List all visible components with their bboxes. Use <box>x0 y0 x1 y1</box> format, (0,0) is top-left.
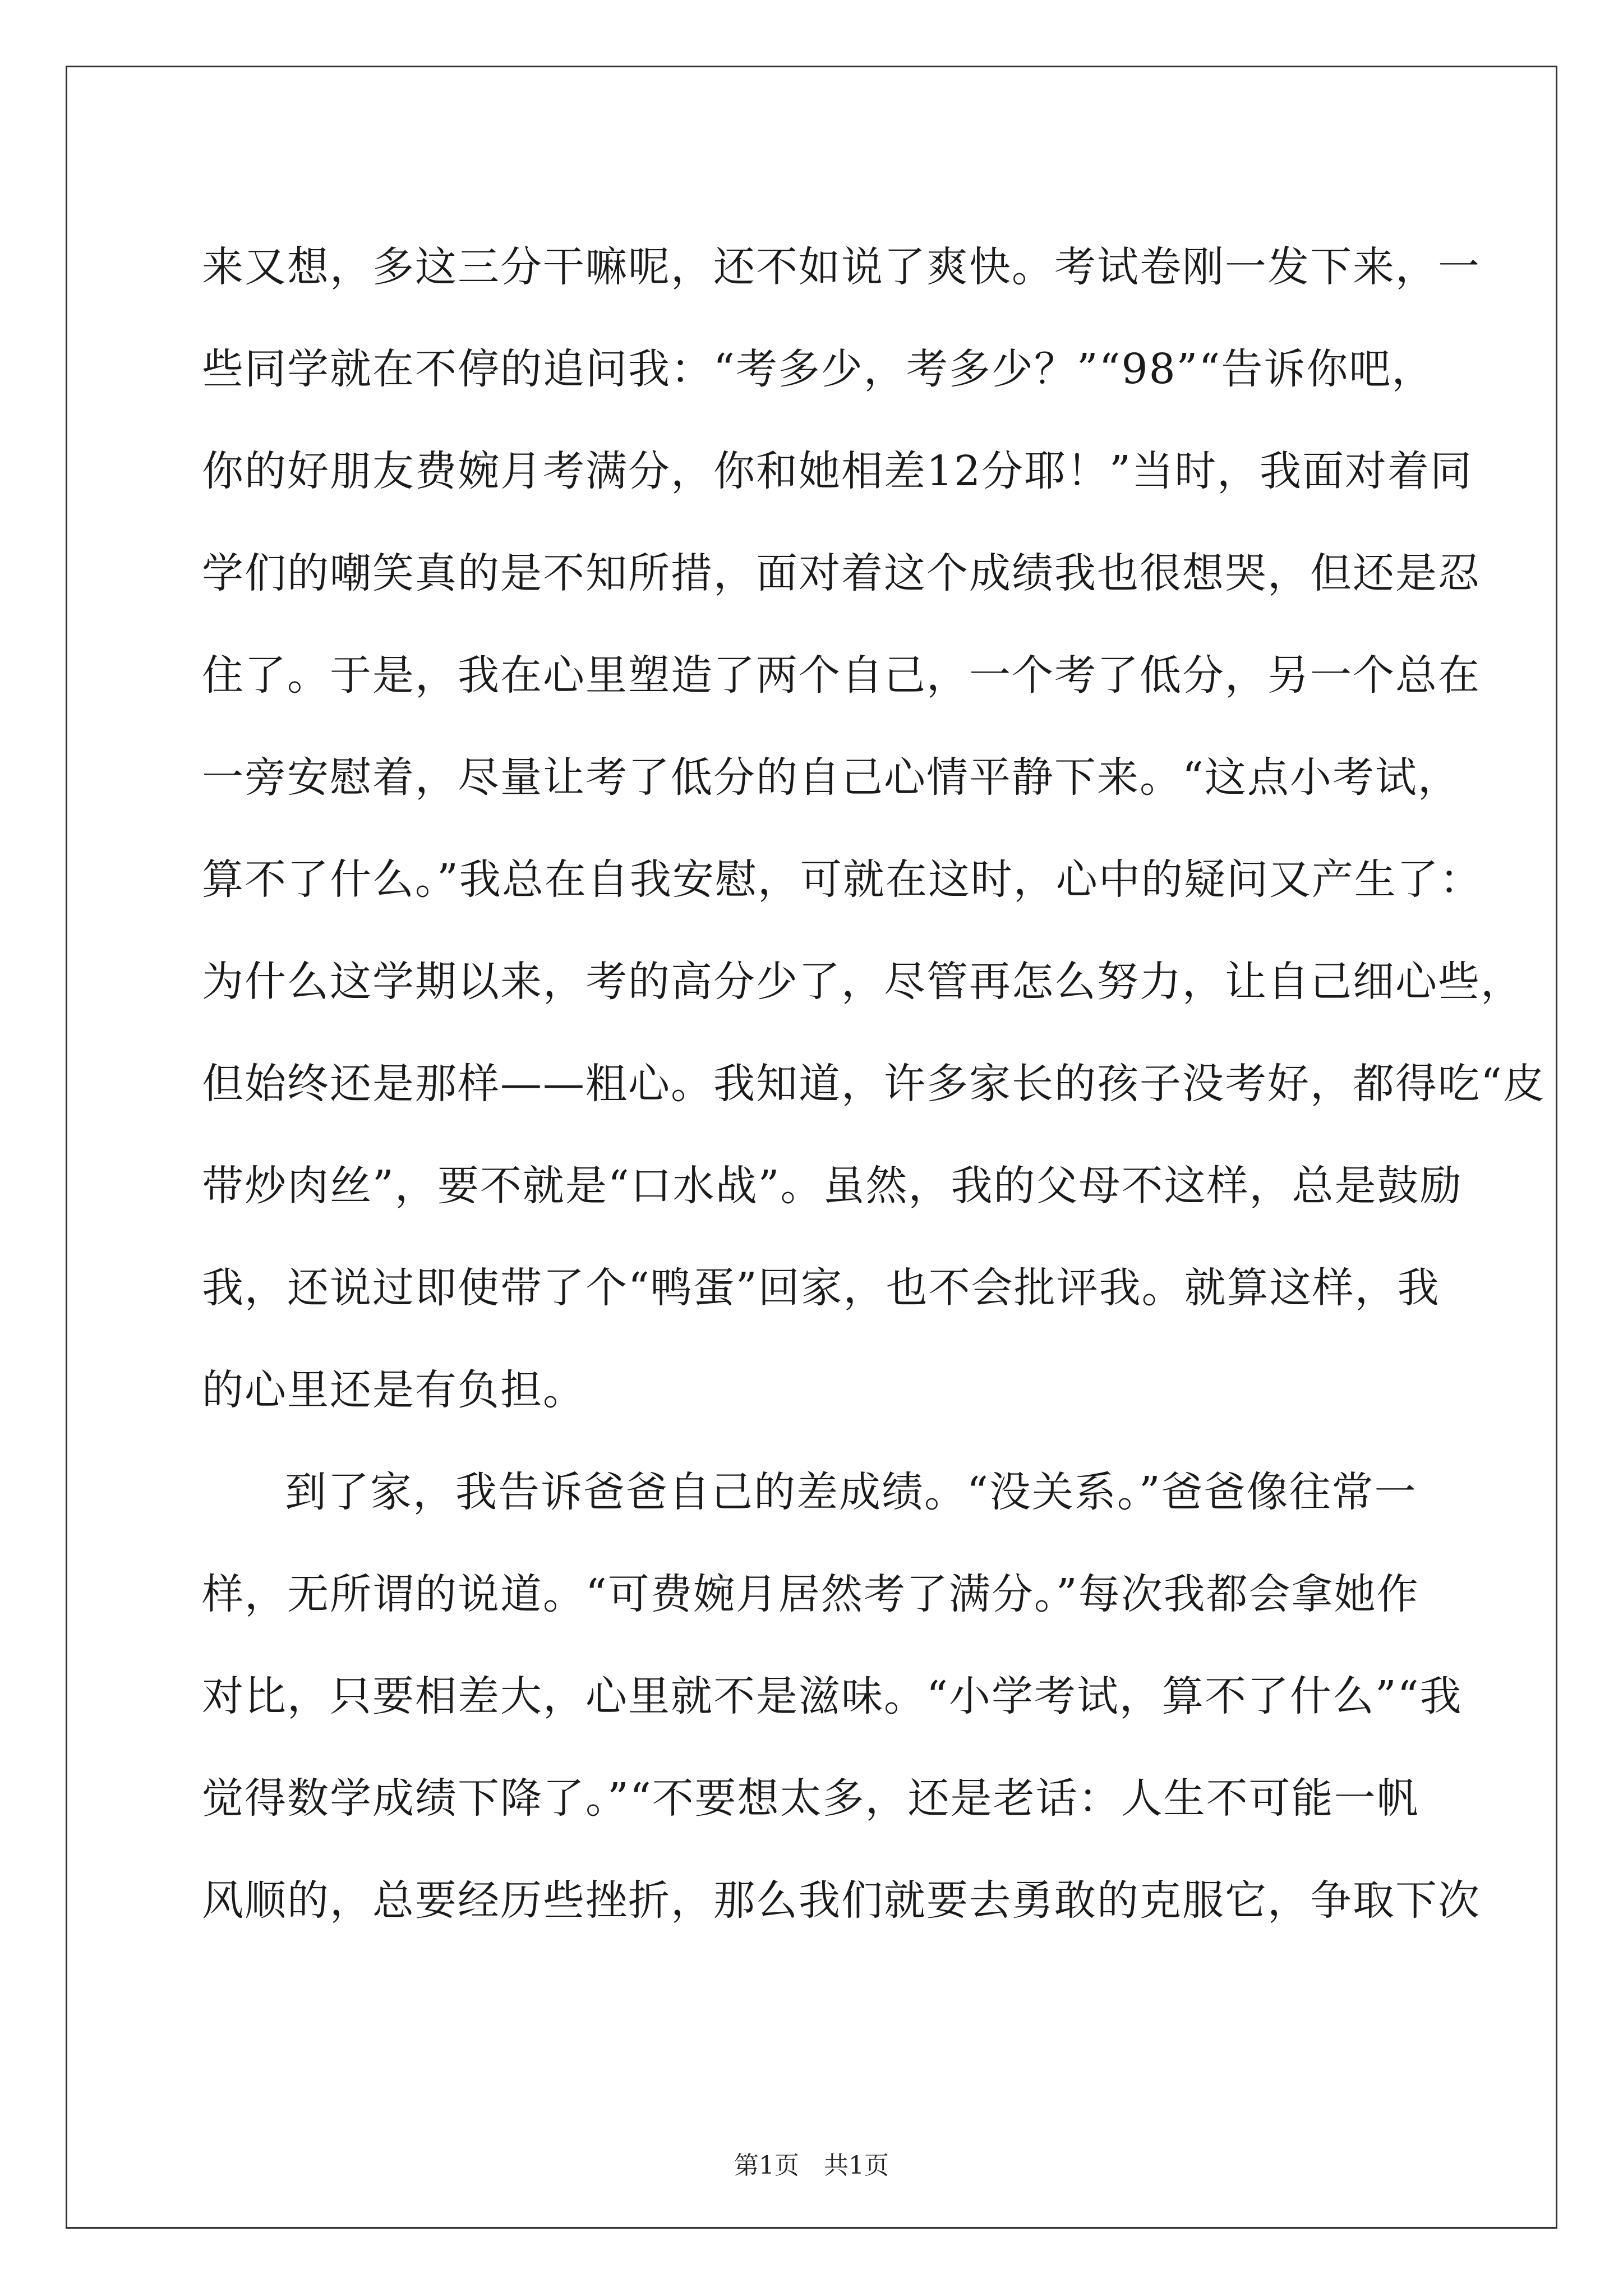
text-line: 算不了什么。”我总在自我安慰，可就在这时，心中的疑问又产生了： <box>202 855 1482 904</box>
paragraph-start-line: 到了家，我告诉爸爸自己的差成绩。“没关系。”爸爸像往常一 <box>285 1468 1417 1516</box>
page-number-footer: 第1页 共1页 <box>734 2151 889 2180</box>
text-line: 学们的嘲笑真的是不知所措，面对着这个成绩我也很想哭，但还是忍 <box>202 549 1481 597</box>
text-line: 觉得数学成绩下降了。”“不要想太多，还是老话：人生不可能一帆 <box>202 1774 1419 1823</box>
text-line: 样，无所谓的说道。“可费婉月居然考了满分。”每次我都会拿她作 <box>202 1570 1419 1618</box>
text-line: 为什么这学期以来，考的高分少了，尽管再怎么努力，让自己细心些， <box>202 958 1523 1006</box>
text-line: 带炒肉丝”，要不就是“口水战”。虽然，我的父母不这样，总是鼓励 <box>202 1162 1463 1210</box>
text-line: 一旁安慰着，尽量让考了低分的自己心情平静下来。“这点小考试， <box>202 753 1460 802</box>
text-line: 来又想，多这三分干嘛呢，还不如说了爽快。考试卷刚一发下来，一 <box>202 243 1481 291</box>
text-line: 你的好朋友费婉月考满分，你和她相差12分耶！”当时，我面对着同 <box>202 447 1473 495</box>
text-line: 我，还说过即使带了个“鸭蛋”回家，也不会批评我。就算这样，我 <box>202 1264 1440 1312</box>
text-line: 但始终还是那样——粗心。我知道，许多家长的孩子没考好，都得吃“皮 <box>202 1060 1546 1108</box>
text-line: 风顺的，总要经历些挫折，那么我们就要去勇敢的克服它，争取下次 <box>202 1876 1481 1925</box>
text-line: 住了。于是，我在心里塑造了两个自己，一个考了低分，另一个总在 <box>202 651 1481 700</box>
text-line: 对比，只要相差大，心里就不是滋味。“小学考试，算不了什么”“我 <box>202 1672 1463 1720</box>
text-line: 的心里还是有负担。 <box>202 1366 585 1414</box>
text-line: 些同学就在不停的追问我：“考多少，考多少？”“98”“告诉你吧， <box>202 345 1435 393</box>
document-body <box>202 216 1546 1952</box>
